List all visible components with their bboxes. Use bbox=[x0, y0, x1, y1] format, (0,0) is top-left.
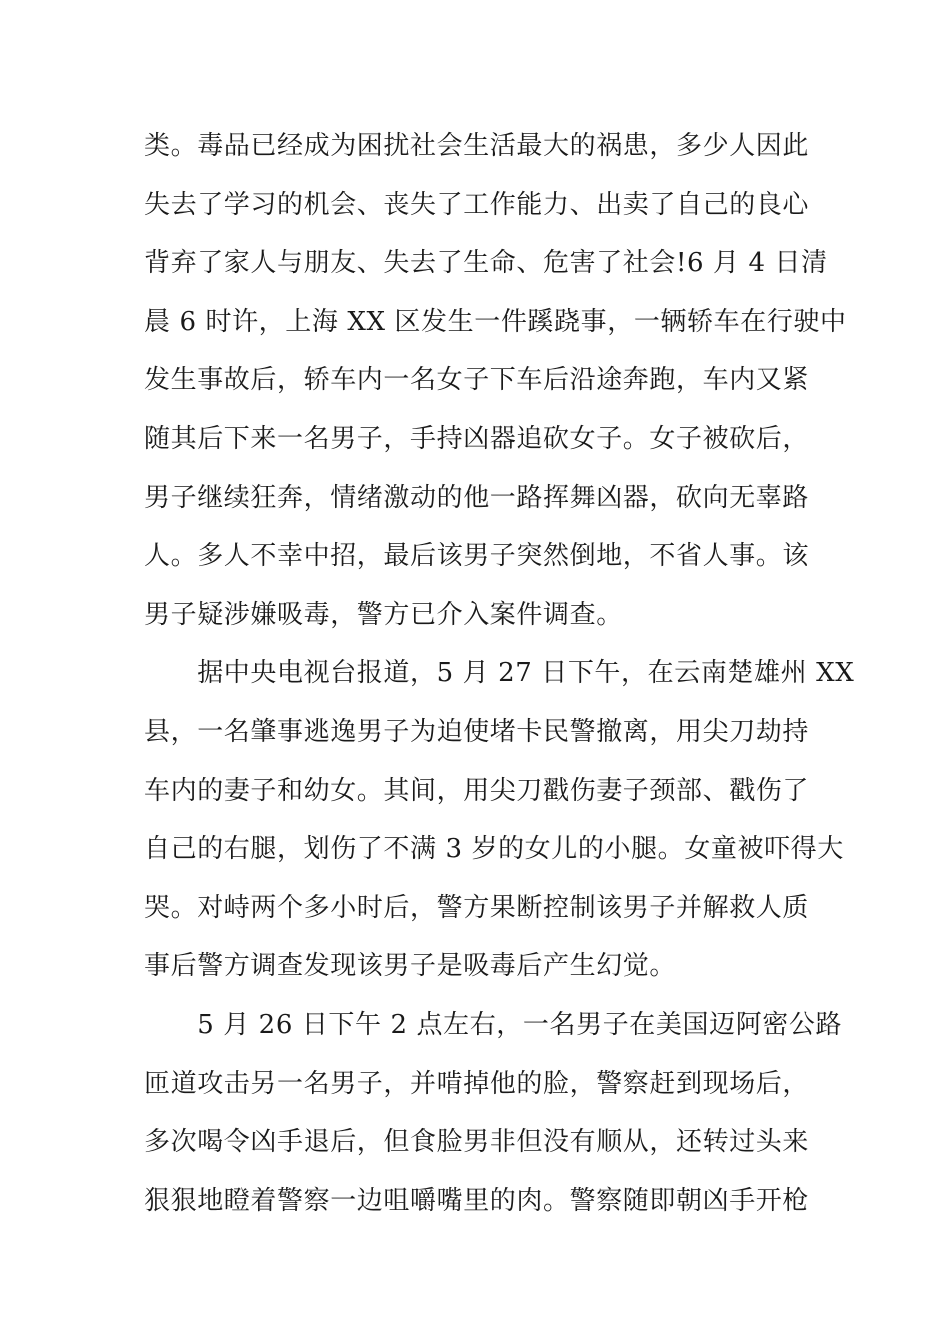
text-line: 多次喝令凶手退后，但食脸男非但没有顺从，还转过头来 bbox=[144, 1127, 810, 1158]
text-line: 男子继续狂奔，情绪激动的他一路挥舞凶器，砍向无辜路 bbox=[144, 482, 810, 513]
text-line: 事后警方调查发现该男子是吸毒后产生幻觉。 bbox=[144, 951, 677, 982]
document-body bbox=[144, 117, 855, 1230]
text-line: 发生事故后，轿车内一名女子下车后沿途奔跑，车内又紧 bbox=[144, 365, 810, 396]
text-line: 自己的右腿，划伤了不满 3 岁的女儿的小腿。女童被吓得大 bbox=[144, 834, 844, 865]
text-line: 狠狠地瞪着警察一边咀嚼嘴里的肉。警察随即朝凶手开枪 bbox=[144, 1185, 810, 1216]
text-line: 县，一名肇事逃逸男子为迫使堵卡民警撤离，用尖刀劫持 bbox=[144, 716, 810, 747]
text-line: 背弃了家人与朋友、失去了生命、危害了社会!6 月 4 日清 bbox=[144, 248, 828, 279]
text-line: 5 月 26 日下午 2 点左右，一名男子在美国迈阿密公路 bbox=[144, 1009, 843, 1040]
text-line: 人。多人不幸中招，最后该男子突然倒地，不省人事。该 bbox=[144, 541, 810, 572]
text-line: 随其后下来一名男子，手持凶器追砍女子。女子被砍后， bbox=[144, 423, 810, 454]
text-line: 据中央电视台报道，5 月 27 日下午，在云南楚雄州 XX bbox=[144, 658, 855, 689]
text-line: 晨 6 时许，上海 XX 区发生一件蹊跷事，一辆轿车在行驶中 bbox=[144, 306, 847, 337]
text-line: 哭。对峙两个多小时后，警方果断控制该男子并解救人质 bbox=[144, 892, 810, 923]
text-line: 男子疑涉嫌吸毒，警方已介入案件调查。 bbox=[144, 599, 623, 630]
text-line: 失去了学习的机会、丧失了工作能力、出卖了自己的良心 bbox=[144, 189, 810, 220]
text-line: 类。毒品已经成为困扰社会生活最大的祸患，多少人因此 bbox=[144, 131, 810, 161]
text-line: 车内的妻子和幼女。其间，用尖刀戳伤妻子颈部、戳伤了 bbox=[144, 775, 810, 806]
text-line: 匝道攻击另一名男子，并啃掉他的脸，警察赶到现场后， bbox=[144, 1068, 810, 1099]
